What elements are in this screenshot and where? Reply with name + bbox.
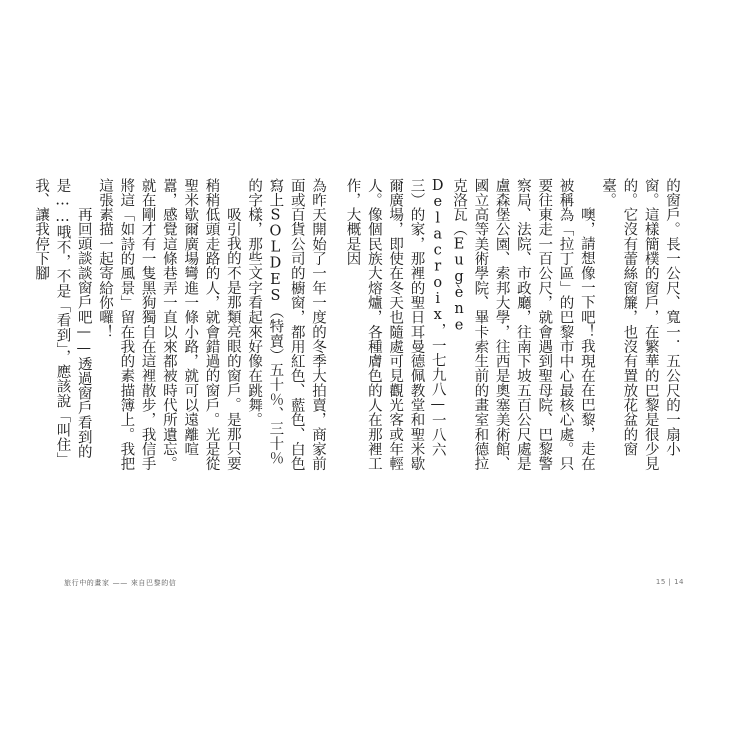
left-page-text bbox=[33, 178, 328, 478]
left-paragraph-2: 吸引我的不是那類亮眼的窗戶。是那只要稍稍低頭走路的人，就會錯過的窗戶。光是從聖米歇爾廣場彎進一條小路，就可以遠離喧囂，感覺這條巷弄一直以來都被時代所遺忘。就在剛才有一隻黑狗獨自在這裡散步，我信手將這「如詩的風景」留在我的素描簿上。我把這張素描一起寄給你囉！ bbox=[97, 178, 241, 471]
right-paragraph-1: 的窗戶。長一公尺、寬一．五公尺的一扇小窗。這樣簡樸的窗戶，在繁華的巴黎是很少見的。它沒有蕾絲窗簾，也沒有置放花盆的窗臺。 bbox=[600, 178, 680, 471]
book-title: 旅行中的畫家 bbox=[64, 579, 110, 587]
footer-separator: —— bbox=[112, 579, 128, 587]
chapter-title: 來自巴黎的信 bbox=[130, 579, 177, 587]
page-numbers: 15 | 14 bbox=[655, 578, 684, 586]
left-paragraph-1: 為昨天開始了一年一度的冬季大拍賣，商家前面或百貨公司的櫥窗，都用紅色、藍色、白色寫上SOLDES（特賣）五十％、三十％的字樣，那些文字看起來好像在跳舞。 bbox=[246, 178, 326, 471]
running-footer bbox=[64, 578, 176, 588]
left-paragraph-3: 再回頭談談窗戶吧——透過窗戶看到的是……哦不，不是「看到」，應該說「叫住」我、讓我停下腳 bbox=[33, 178, 92, 467]
right-paragraph-2: 噢，請想像一下吧！我現在在巴黎，走在被稱為「拉丁區」的巴黎市中心最核心處。只要往東走一百公尺，就會遇到聖母院、巴黎警察局、法院、市政廳，往南下坡五百公尺處是盧森堡公園、索邦大學，往西是奧塞美術館、國立高等美術學院、畢卡索生前的畫室和德拉克洛瓦（Eugène Delacroix，一七九八—一八六三）的家，那裡的聖日耳曼德佩教堂和聖米歇爾廣場，即使在冬天也隨處可見觀光客或年輕人。像個民族大熔爐，各種膚色的人在那裡工作，大概是因 bbox=[344, 178, 595, 471]
right-page-text bbox=[344, 178, 682, 478]
